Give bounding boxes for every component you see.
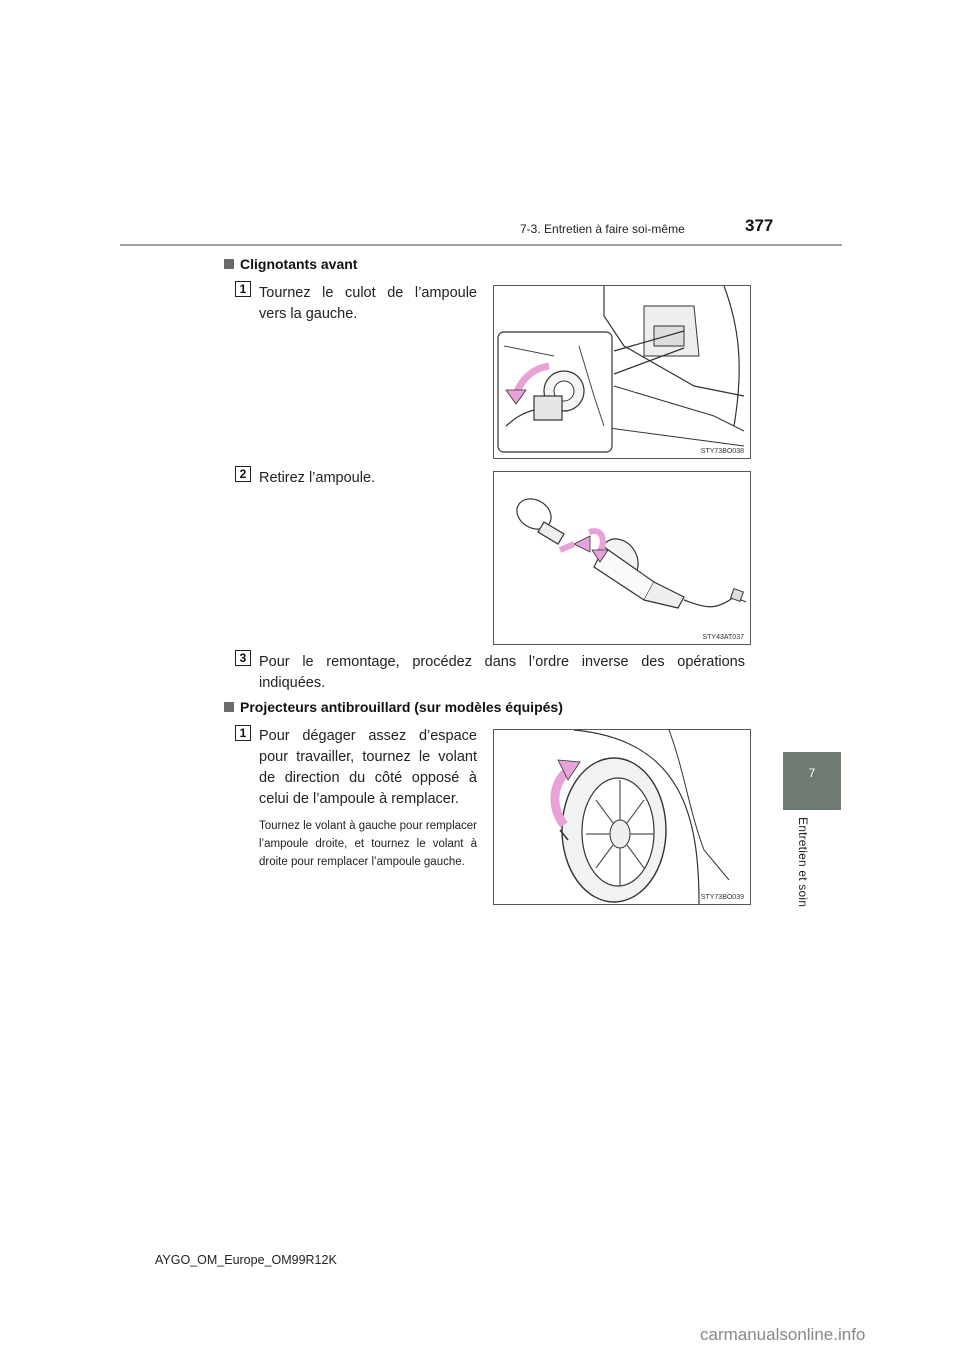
header-divider [120, 244, 842, 246]
footer-document-id: AYGO_OM_Europe_OM99R12K [155, 1253, 337, 1267]
step-number-badge: 1 [235, 281, 251, 297]
step-text: Pour dégager assez d’espace pour travailler, tournez le volant de direction du côté opposé à celui de l’ampoule à remplacer. [259, 728, 477, 807]
chapter-tab [783, 752, 841, 810]
watermark: carmanualsonline.info [700, 1325, 866, 1344]
section-heading-clignotants [224, 256, 357, 272]
step-text: Tournez le culot de l’ampoule vers la gauche. [259, 285, 477, 322]
step-number-badge: 3 [235, 650, 251, 666]
section-heading-antibrouillard [224, 699, 563, 715]
figure-code: STY73BO039 [700, 894, 744, 901]
figure-code: STY73BO038 [700, 448, 744, 455]
section-title: Projecteurs antibrouillard (sur modèles équipés) [240, 699, 563, 715]
step-note: Tournez le volant à gauche pour remplacer l’ampoule droite, et tournez le volant à droite pour remplacer l’ampoule gauche. [259, 820, 477, 868]
section-title: Clignotants avant [240, 256, 358, 272]
section-bullet-icon [224, 259, 234, 269]
step-number-badge: 1 [235, 725, 251, 741]
figure-bulb-removal [493, 471, 751, 645]
figure-bulb-socket-turn [493, 285, 751, 459]
chapter-title-vertical: Entretien et soin [796, 817, 810, 908]
section-reference: 7-3. Entretien à faire soi-même [520, 222, 685, 236]
figure-code: STY43AT037 [702, 634, 744, 641]
figure-steering-wheel-turn [493, 729, 751, 905]
headlight-illustration [494, 286, 750, 458]
bulb-illustration [494, 472, 750, 644]
step-number-badge: 2 [235, 466, 251, 482]
step-text: Pour le remontage, procédez dans l’ordre inverse des opérations indiquées. [259, 654, 745, 691]
page-number: 377 [745, 216, 774, 235]
wheel-illustration [494, 730, 750, 904]
step-text: Retirez l’ampoule. [259, 470, 376, 486]
chapter-number: 7 [808, 766, 816, 780]
section-bullet-icon [224, 702, 234, 712]
